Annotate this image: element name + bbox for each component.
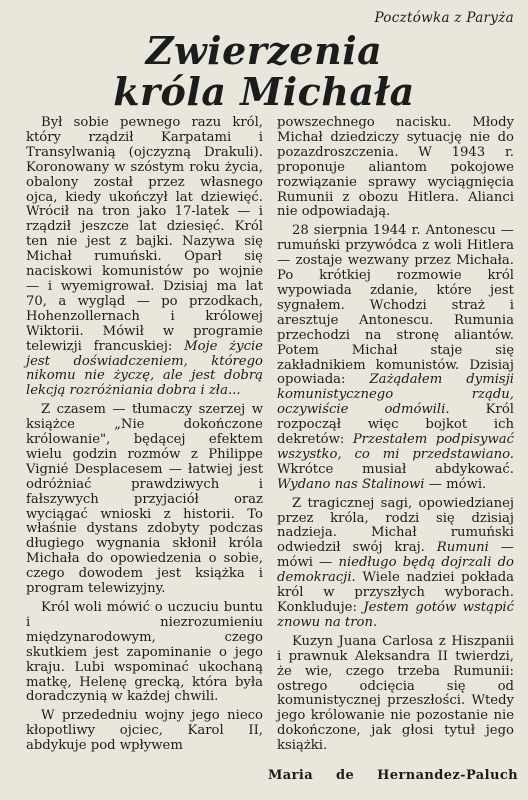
paragraph xyxy=(277,497,514,631)
paragraph-text: Wiele nadziei pokłada król w przyszłych wyborach. Konkluduje: xyxy=(277,570,514,615)
paragraph-text: — mówi. xyxy=(424,476,487,492)
title-line-2: króla Michała xyxy=(113,69,415,114)
paragraph-text: Z tragicznej sagi, opowiedzianej przez króla, rodzi się dzisiaj nadzieja. Michał rumuński odwiedził swój kraj. xyxy=(277,495,514,556)
paragraph-text: — mówi — xyxy=(277,540,514,571)
paragraph: W przededniu wojny jego nieco kłopotliwy ojciec, Karol II, abdykuje pod wpływem xyxy=(26,708,263,754)
quote-text: Rumuni xyxy=(436,540,489,556)
paragraph-text: Wkrótce musiał abdykować. xyxy=(277,461,514,477)
author-first-name: Maria xyxy=(268,768,314,783)
author-last-name: Hernandez-Paluch xyxy=(377,768,518,783)
paragraph-text: Król rozpoczął więc bojkot ich dekretów: xyxy=(277,402,514,448)
quote-text: Wydano nas Stalinowi xyxy=(277,476,425,492)
paragraph xyxy=(277,224,514,492)
author-byline xyxy=(268,768,518,783)
paragraph: Kuzyn Juana Carlosa z Hiszpanii i prawnuk Aleksandra II twierdzi, że wie, czego trzeba Rumunii: ostrego odcięcia się od komunistycznej przeszłości. Wtedy jego królowanie nie pozostanie nie dokończone, jak głosi tytuł jego książki. xyxy=(277,633,514,754)
author-particle: de xyxy=(335,768,355,783)
quote-text: Moje życie jest doświadczeniem, którego nikomu nie życzę, ale jest dobrą lekcją rozróżniania dobra i zła... xyxy=(26,338,263,399)
section-rubric: Pocztówka z Paryża xyxy=(374,10,514,26)
article-title xyxy=(0,30,528,112)
paragraph-text: 28 sierpnia 1944 r. Antonescu — rumuński przywódca z woli Hitlera — zostaje wezwany przez Michała. Po krótkiej rozmowie król wypowiada zdanie, które jest sygnałem. Wchodzi straż i aresztuje Antonescu. Rumunia przechodzi na stronę aliantów. Potem Michał staje się zakładnikiem komunistów. Dzisiaj opowiada: xyxy=(277,223,514,388)
left-column xyxy=(26,116,263,758)
paragraph: Z czasem — tłumaczy szerzej w książce „Nie dokończone królowanie", będącej efektem wielu godzin rozmów z Philippe Vignié Desplacesem — łatwiej jest odróżniać prawdziwych i fałszywych przyjaciół oraz wyciągać wnioski z historii. To właśnie dystans zdobyty podczas długiego wygnania skłonił króla Michała do opowiedzenia o sobie, czego dowodem jest książka i program telewizyjny. xyxy=(26,402,263,597)
title-line-1: Zwierzenia xyxy=(145,28,383,73)
paragraph: Król woli mówić o uczuciu buntu i niezrozumieniu międzynarodowym, czego skutkiem jest zapominanie o jego kraju. Lubi wspominać ukochaną matkę, Helenę grecką, która była doradczynią w każdej chwili. xyxy=(26,600,263,705)
paragraph xyxy=(26,116,263,399)
quote-text: Zażądałem dymisji komunistycznego rządu, oczywiście odmówili. xyxy=(277,372,514,418)
paragraph-text: Był sobie pewnego razu król, który rządził Karpatami i Transylwanią (ojczyzną Drakuli). Koronowany w szóstym roku życia, obalony został przez własnego ojca, kiedy ukończył lat dziewięć. Wrócił na tron jako 17-latek — i rządził jeszcze lat dziesięć. Król ten nie jest z bajki. Nazywa się Michał rumuński. Oparł się naciskowi komunistów po wojnie — i wyemigrował. Dzisiaj ma lat 70, a wygląd — po przodkach, Hohenzollernach i królowej Wiktorii. Mówił w programie telewizji francuskiej: xyxy=(26,115,263,354)
quote-text: Przestałem podpisywać wszystko, co mi przedstawiano. xyxy=(277,432,514,462)
quote-text: niedługo będą dojrzali do demokracji. xyxy=(277,555,514,586)
quote-text: Jestem gotów wstąpić znowu na tron. xyxy=(277,600,514,630)
right-column xyxy=(277,116,514,758)
paragraph: powszechnego nacisku. Młody Michał dziedziczy sytuację nie do pozazdroszczenia. W 1943 r. proponuje aliantom pokojowe rozwiązanie sprawy wyciągnięcia Rumunii z obozu Hitlera. Alianci nie odpowiadają. xyxy=(277,115,514,220)
